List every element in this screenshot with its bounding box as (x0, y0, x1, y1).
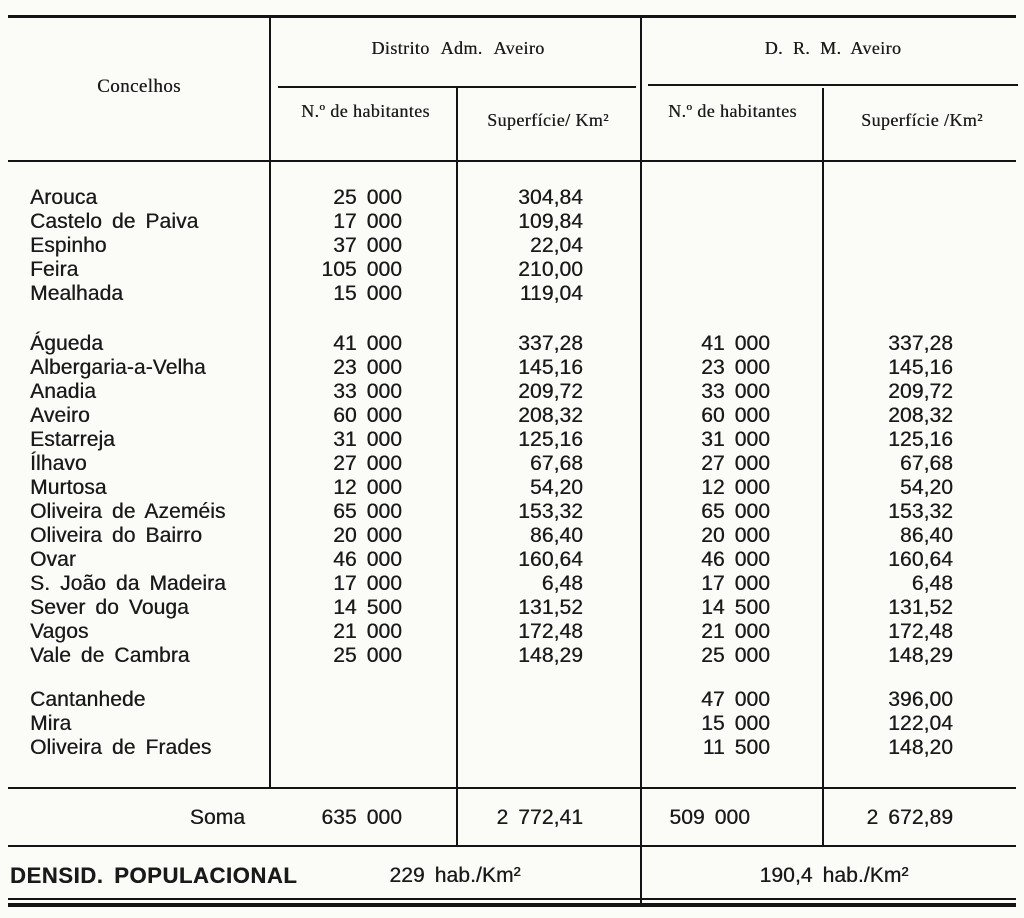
drm-habitantes-value: 12 000 (701, 476, 770, 499)
concelho-name: Vale de Cambra (30, 644, 190, 667)
table-row (0, 572, 1024, 596)
drm-superficie-value: 160,64 (888, 548, 953, 571)
header-superficie-distrito: Superfície/ Km² (487, 110, 609, 130)
distrito-superficie-value: 304,84 (518, 186, 583, 209)
rule-above-soma (8, 787, 1016, 789)
distrito-superficie-value: 160,64 (518, 548, 583, 571)
table-row (0, 210, 1024, 234)
drm-superficie-value: 153,32 (888, 500, 953, 523)
distrito-superficie-value: 208,32 (518, 404, 583, 427)
concelho-name: Estarreja (30, 428, 115, 451)
distrito-superficie-value: 67,68 (529, 452, 583, 475)
drm-superficie-value: 6,48 (911, 572, 953, 595)
soma-drm-superficie: 2 672,89 (866, 806, 953, 829)
distrito-superficie-value: 210,00 (518, 258, 583, 281)
drm-habitantes-value: 47 000 (701, 688, 770, 711)
rule-bottom-thin (8, 898, 1016, 900)
distrito-habitantes-value: 23 000 (333, 356, 402, 379)
soma-drm-habitantes: 509 000 (669, 806, 750, 829)
concelho-name: Anadia (30, 380, 96, 403)
drm-superficie-value: 172,48 (888, 620, 953, 643)
rule-under-header (8, 160, 1016, 162)
distrito-superficie-value: 153,32 (518, 500, 583, 523)
densidade-label: DENSID. POPULACIONAL (10, 863, 298, 888)
concelho-name: Castelo de Paiva (30, 210, 199, 233)
drm-superficie-value: 122,04 (888, 712, 953, 735)
table-row (0, 428, 1024, 452)
table-row (0, 332, 1024, 356)
drm-habitantes-value: 23 000 (701, 356, 770, 379)
table-row (0, 476, 1024, 500)
rule-below-soma (8, 845, 1016, 847)
distrito-superficie-value: 54,20 (529, 476, 583, 499)
table-row (0, 404, 1024, 428)
drm-habitantes-value: 60 000 (701, 404, 770, 427)
drm-habitantes-value: 46 000 (701, 548, 770, 571)
drm-habitantes-value: 41 000 (701, 332, 770, 355)
header-concelhos: Concelhos (97, 76, 181, 97)
distrito-habitantes-value: 27 000 (333, 452, 402, 475)
concelho-name: Vagos (30, 620, 89, 643)
distrito-habitantes-value: 12 000 (333, 476, 402, 499)
distrito-superficie-value: 172,48 (518, 620, 583, 643)
drm-habitantes-value: 15 000 (701, 712, 770, 735)
distrito-habitantes-value: 17 000 (333, 210, 402, 233)
distrito-habitantes-value: 65 000 (333, 500, 402, 523)
drm-superficie-value: 86,40 (899, 524, 953, 547)
concelho-name: Murtosa (30, 476, 107, 499)
rule-top (8, 15, 1016, 18)
table-row (0, 644, 1024, 668)
drm-superficie-value: 125,16 (888, 428, 953, 451)
concelho-name: Ovar (30, 548, 76, 571)
drm-habitantes-value: 25 000 (701, 644, 770, 667)
table-row (0, 380, 1024, 404)
rule-bottom-thick (8, 903, 1016, 907)
drm-superficie-value: 145,16 (888, 356, 953, 379)
distrito-habitantes-value: 37 000 (333, 234, 402, 257)
densidade-drm-value: 190,4 hab./Km² (759, 864, 909, 887)
drm-superficie-value: 209,72 (888, 380, 953, 403)
concelho-name: Ílhavo (30, 452, 87, 475)
distrito-superficie-value: 148,29 (518, 644, 583, 667)
soma-label: Soma (189, 806, 245, 829)
drm-habitantes-value: 33 000 (701, 380, 770, 403)
concelho-name: S. João da Madeira (30, 572, 226, 595)
concelho-name: Espinho (30, 234, 107, 257)
soma-distrito-habitantes: 635 000 (321, 806, 402, 829)
distrito-habitantes-value: 25 000 (333, 186, 402, 209)
drm-superficie-value: 208,32 (888, 404, 953, 427)
drm-superficie-value: 396,00 (888, 688, 953, 711)
distrito-habitantes-value: 17 000 (333, 572, 402, 595)
drm-superficie-value: 148,29 (888, 644, 953, 667)
table-row (0, 356, 1024, 380)
distrito-superficie-value: 131,52 (518, 596, 583, 619)
distrito-habitantes-value: 31 000 (333, 428, 402, 451)
table-row (0, 524, 1024, 548)
table-row (0, 736, 1024, 760)
distrito-superficie-value: 22,04 (529, 234, 583, 257)
concelho-name: Oliveira de Azeméis (30, 500, 226, 523)
drm-habitantes-value: 65 000 (701, 500, 770, 523)
concelho-name: Albergaria-a-Velha (30, 356, 206, 379)
distrito-habitantes-value: 21 000 (333, 620, 402, 643)
drm-superficie-value: 337,28 (888, 332, 953, 355)
header-habitantes-distrito: N.º de habitantes (301, 101, 430, 121)
distrito-habitantes-value: 20 000 (333, 524, 402, 547)
distrito-habitantes-value: 33 000 (333, 380, 402, 403)
table-row (0, 234, 1024, 258)
distrito-superficie-value: 119,04 (519, 282, 583, 305)
row-group-shared (0, 332, 1024, 668)
table-row (0, 282, 1024, 306)
drm-habitantes-value: 11 500 (702, 736, 770, 759)
concelho-name: Oliveira do Bairro (30, 524, 203, 547)
header-distrito-group: Distrito Adm. Aveiro (371, 38, 545, 58)
table-row (0, 548, 1024, 572)
concelho-name: Sever do Vouga (30, 596, 189, 619)
concelho-name: Mira (30, 712, 72, 735)
densidade-distrito-value: 229 hab./Km² (389, 864, 521, 887)
distrito-habitantes-value: 105 000 (321, 258, 402, 281)
row-group-distrito-only (0, 186, 1024, 306)
drm-superficie-value: 54,20 (899, 476, 953, 499)
distrito-habitantes-value: 15 000 (333, 282, 402, 305)
distrito-habitantes-value: 41 000 (333, 332, 402, 355)
table-row (0, 620, 1024, 644)
header-habitantes-drm: N.º de habitantes (668, 101, 797, 121)
drm-superficie-value: 131,52 (888, 596, 953, 619)
distrito-habitantes-value: 60 000 (333, 404, 402, 427)
concelho-name: Aveiro (30, 404, 90, 427)
table-row (0, 186, 1024, 210)
distrito-habitantes-value: 46 000 (333, 548, 402, 571)
concelho-name: Feira (30, 258, 79, 281)
drm-superficie-value: 67,68 (899, 452, 953, 475)
concelho-name: Arouca (30, 186, 98, 209)
distrito-superficie-value: 6,48 (541, 572, 583, 595)
distrito-habitantes-value: 14 500 (333, 596, 402, 619)
drm-habitantes-value: 17 000 (701, 572, 770, 595)
distrito-superficie-value: 145,16 (518, 356, 583, 379)
header-drm-group: D. R. M. Aveiro (764, 38, 902, 58)
distrito-superficie-value: 209,72 (518, 380, 583, 403)
distrito-superficie-value: 109,84 (518, 210, 583, 233)
distrito-habitantes-value: 25 000 (333, 644, 402, 667)
table-row (0, 596, 1024, 620)
distrito-superficie-value: 337,28 (518, 332, 583, 355)
drm-habitantes-value: 20 000 (701, 524, 770, 547)
table-row (0, 452, 1024, 476)
drm-superficie-value: 148,20 (888, 736, 953, 759)
concelho-name: Cantanhede (30, 688, 146, 711)
distrito-superficie-value: 86,40 (529, 524, 583, 547)
concelho-name: Águeda (30, 332, 104, 355)
header-superficie-drm: Superfície /Km² (861, 110, 983, 130)
drm-habitantes-value: 27 000 (701, 452, 770, 475)
row-group-drm-only (0, 688, 1024, 760)
rule-under-drm-group (648, 84, 1018, 86)
table-row (0, 712, 1024, 736)
drm-habitantes-value: 21 000 (701, 620, 770, 643)
soma-distrito-superficie: 2 772,41 (496, 806, 583, 829)
table-row (0, 500, 1024, 524)
drm-habitantes-value: 14 500 (701, 596, 770, 619)
table-row (0, 688, 1024, 712)
drm-habitantes-value: 31 000 (701, 428, 770, 451)
distrito-superficie-value: 125,16 (518, 428, 583, 451)
concelho-name: Mealhada (30, 282, 124, 305)
table-row (0, 258, 1024, 282)
concelho-name: Oliveira de Frades (30, 736, 212, 759)
